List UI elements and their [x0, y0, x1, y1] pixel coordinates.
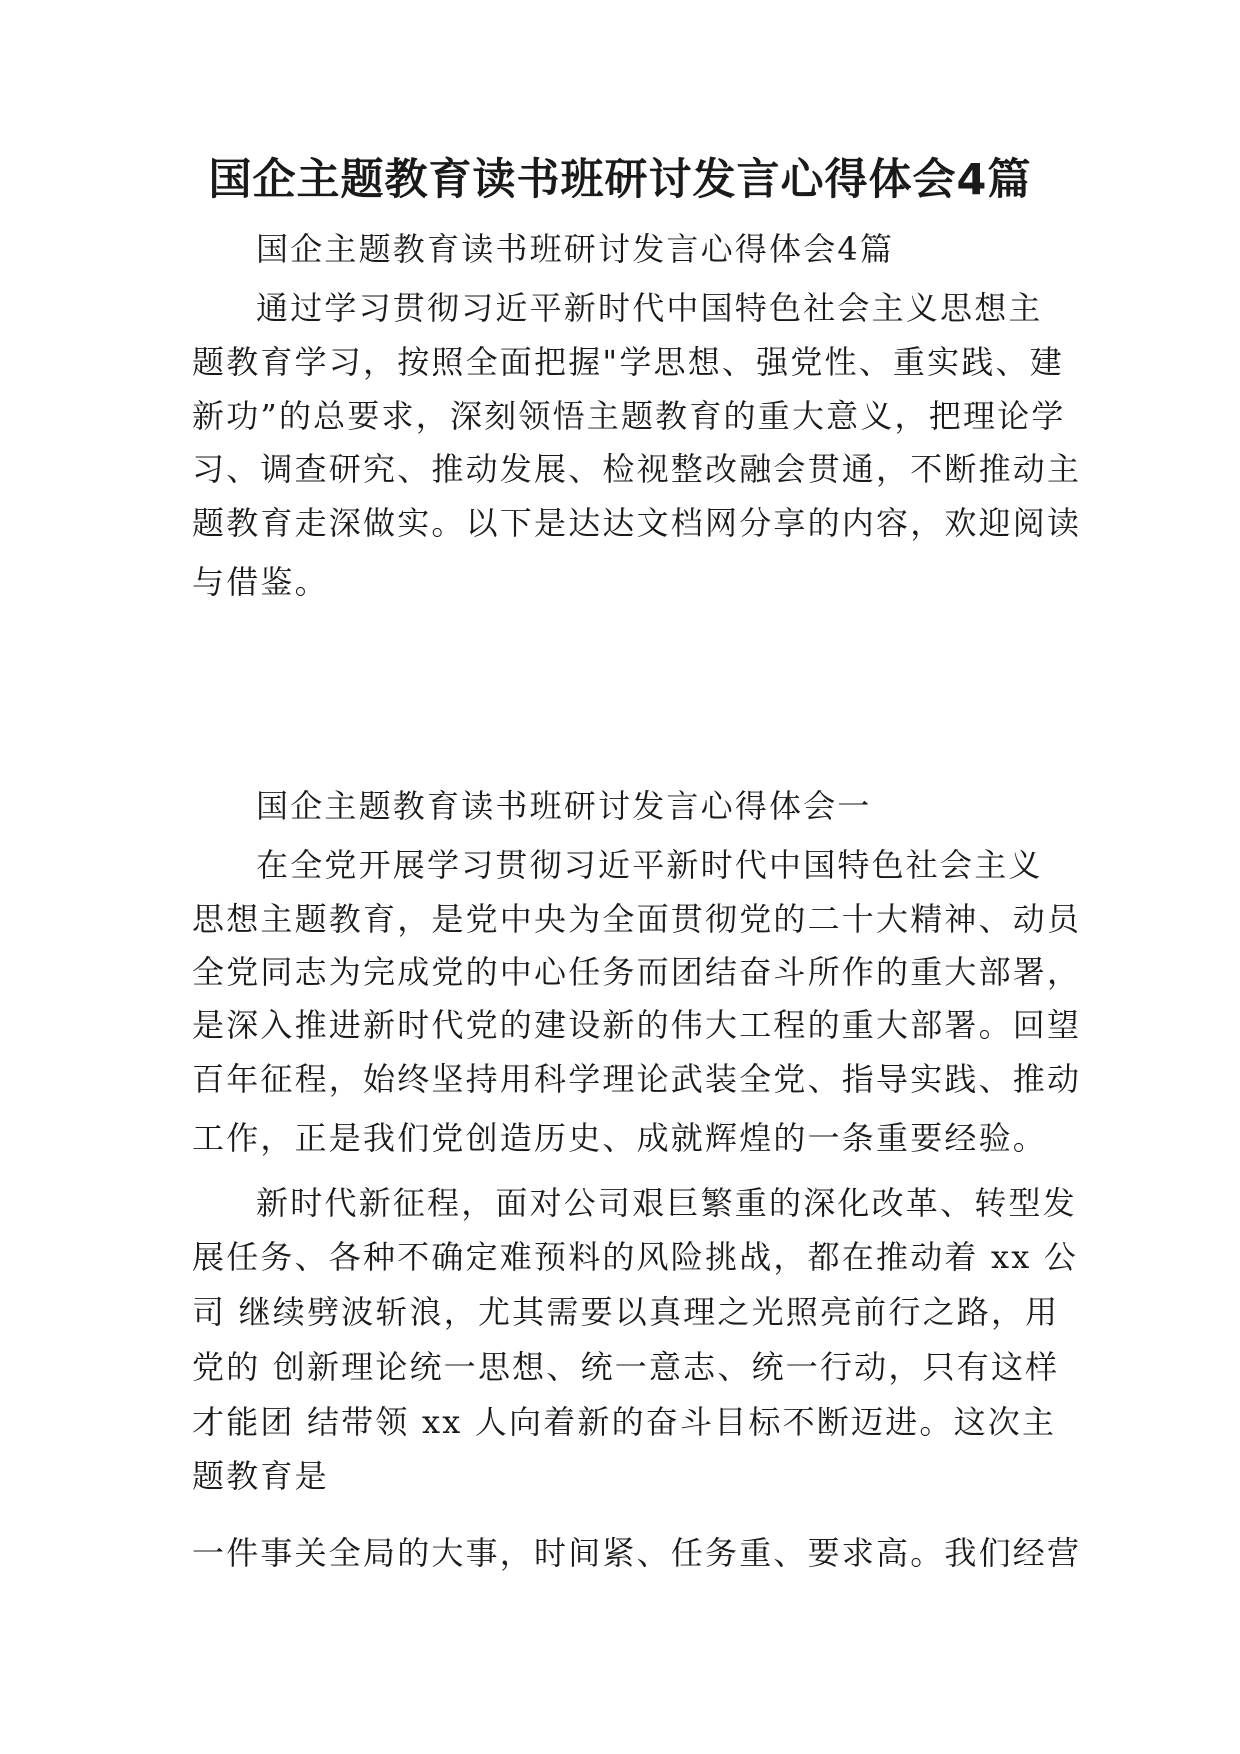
section-heading: 国企主题教育读书班研讨发言心得体会一 [256, 787, 872, 825]
paragraph-line: 在全党开展学习贯彻习近平新时代中国特色社会主义 [256, 846, 1043, 884]
paragraph-line: 题教育是 [192, 1457, 329, 1495]
intro-line: 习、调查研究、推动发展、检视整改融会贯通，不断推动主 [192, 450, 1082, 488]
paragraph-line: 全党同志为完成党的中心任务而团结奋斗所作的重大部署， [192, 953, 1082, 991]
intro-line: 与借鉴。 [192, 563, 329, 601]
paragraph-line: 一件事关全局的大事，时间紧、任务重、要求高。我们经营 [192, 1534, 1082, 1572]
paragraph-line: 是深入推进新时代党的建设新的伟大工程的重大部署。回望 [192, 1006, 1082, 1044]
paragraph-line: 新时代新征程，面对公司艰巨繁重的深化改革、转型发 [256, 1184, 1077, 1222]
paragraph-line: 才能团 结带领 xx 人向着新的奋斗目标不断迈进。这次主 [192, 1403, 1057, 1441]
paragraph-line: 工作，正是我们党创造历史、成就辉煌的一条重要经验。 [192, 1119, 1048, 1157]
intro-line: 题教育走深做实。以下是达达文档网分享的内容，欢迎阅读 [192, 504, 1082, 542]
intro-line: 题教育学习，按照全面把握"学思想、强党性、重实践、建 [192, 343, 1064, 381]
paragraph-line: 展任务、各种不确定难预料的风险挑战，都在推动着 xx 公 [192, 1238, 1079, 1276]
paragraph-line: 思想主题教育，是党中央为全面贯彻党的二十大精神、动员 [192, 900, 1082, 938]
document-subtitle: 国企主题教育读书班研讨发言心得体会4篇 [256, 230, 895, 268]
intro-line: 新功”的总要求，深刻领悟主题教育的重大意义，把理论学 [192, 397, 1066, 435]
document-title: 国企主题教育读书班研讨发言心得体会4篇 [208, 155, 1032, 205]
intro-line: 通过学习贯彻习近平新时代中国特色社会主义思想主 [256, 289, 1043, 327]
paragraph-line: 司 继续劈波斩浪，尤其需要以真理之光照亮前行之路，用 [192, 1293, 1060, 1331]
paragraph-line: 百年征程，始终坚持用科学理论武装全党、指导实践、推动 [192, 1060, 1082, 1098]
paragraph-line: 党的 创新理论统一思想、统一意志、统一行动，只有这样 [192, 1348, 1060, 1386]
